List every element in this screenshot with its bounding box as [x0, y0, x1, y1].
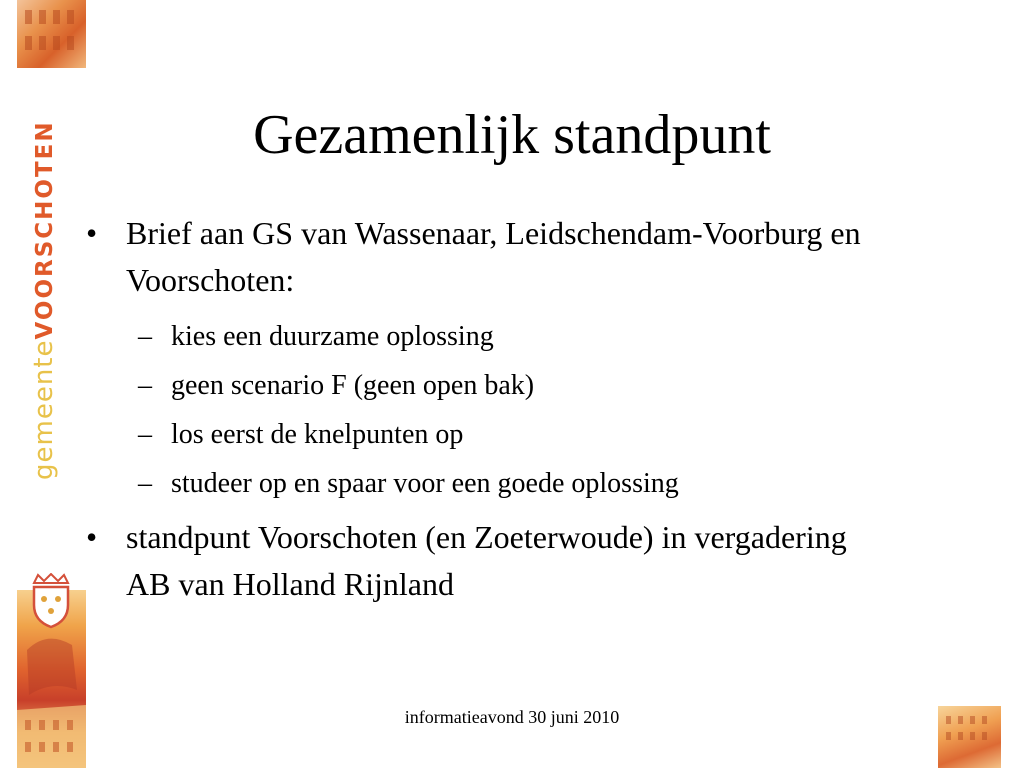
bullet-item	[86, 210, 886, 304]
sub-bullet-item	[86, 459, 886, 508]
header-photo	[17, 0, 86, 68]
bullet-item	[86, 514, 886, 608]
crest-icon	[28, 573, 74, 629]
sub-bullet-glyph: –	[138, 370, 152, 401]
sub-bullet-item	[86, 361, 886, 410]
sub-bullet-text: los eerst de knelpunten op	[171, 419, 464, 450]
sub-bullet-glyph: –	[138, 468, 152, 499]
bullet-text: standpunt Voorschoten (en Zoeterwoude) in vergadering AB van Holland Rijnland	[126, 519, 847, 602]
sub-bullet-text: kies een duurzame oplossing	[171, 321, 494, 352]
sub-bullet-glyph: –	[138, 419, 152, 450]
municipality-logo	[29, 120, 60, 480]
slide-footer: informatieavond 30 juni 2010	[404, 707, 620, 727]
sub-bullet-list	[86, 312, 886, 508]
bullet-text: Brief aan GS van Wassenaar, Leidschendam-Voorburg en Voorschoten:	[126, 215, 861, 298]
bullet-glyph: •	[86, 215, 98, 251]
sub-bullet-item	[86, 312, 886, 361]
bullet-glyph: •	[86, 519, 98, 555]
sub-bullet-item	[86, 410, 886, 459]
sub-bullet-text: geen scenario F (geen open bak)	[171, 370, 535, 401]
slide-title: Gezamenlijk standpunt	[253, 104, 771, 166]
logo-word-gemeente: gemeente	[29, 339, 59, 480]
sub-bullet-glyph: –	[138, 321, 152, 352]
slide-content	[86, 210, 886, 608]
sub-bullet-text: studeer op en spaar voor een goede oplossing	[171, 468, 679, 499]
logo-word-voorschoten: VOORSCHOTEN	[32, 120, 58, 340]
